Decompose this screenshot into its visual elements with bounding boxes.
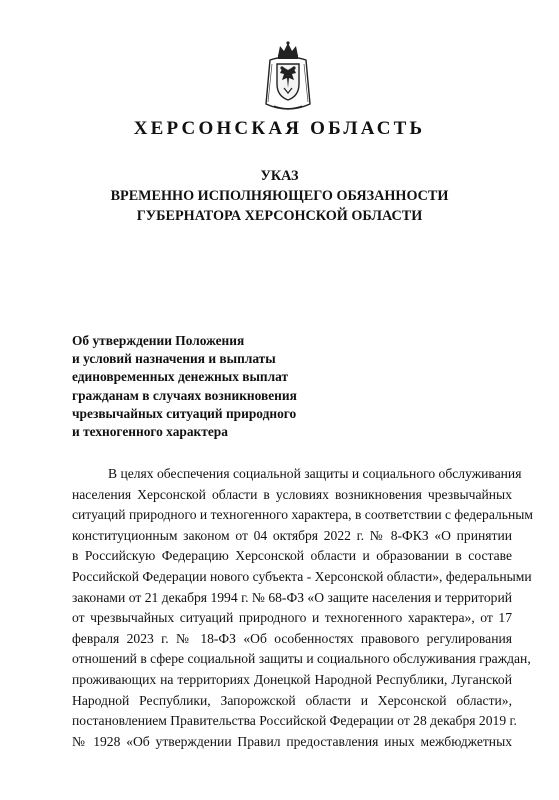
subject-line: чрезвычайных ситуаций природного: [72, 405, 297, 421]
body-line: ситуаций природного и техногенного характера, в соответствии с федеральным: [72, 507, 533, 523]
decree-title: [0, 166, 559, 226]
body-line: в Российскую Федерацию Херсонской области и образовании в составе: [72, 548, 512, 564]
body-line: постановлением Правительства Российской Федерации от 28 декабря 2019 г.: [72, 713, 517, 729]
body-line: Российской Федерации нового субъекта - Херсонской области», федеральными: [72, 568, 532, 584]
decree-body: [72, 464, 533, 752]
subject-line: и техногенного характера: [72, 424, 228, 440]
decree-subject: [72, 332, 372, 441]
subject-line: единовременных денежных выплат: [72, 369, 289, 385]
body-line: населения Херсонской области в условиях возникновения чрезвычайных: [72, 486, 512, 502]
body-line: законами от 21 декабря 1994 г. № 68-ФЗ «О защите населения и территорий: [72, 589, 512, 605]
body-line: В целях обеспечения социальной защиты и социального обслуживания: [108, 466, 522, 481]
decree-title-line: ГУБЕРНАТОРА ХЕРСОНСКОЙ ОБЛАСТИ: [136, 208, 423, 224]
body-line: конституционным законом от 04 октября 2022 г. № 8-ФКЗ «О принятии: [72, 527, 512, 543]
body-line: от чрезвычайных ситуаций природного и техногенного характера», от 17: [72, 610, 512, 626]
body-line: проживающих на территориях Донецкой Народной Республики, Луганской: [72, 671, 512, 687]
coat-of-arms-icon: [256, 40, 320, 116]
decree-title-line: УКАЗ: [260, 168, 299, 184]
subject-line: гражданам в случаях возникновения: [72, 387, 297, 403]
body-line: № 1928 «Об утверждении Правил предоставления иных межбюджетных: [72, 733, 512, 749]
subject-line: и условий назначения и выплаты: [72, 351, 276, 367]
body-line: Народной Республики, Запорожской области и Херсонской области»,: [72, 692, 512, 708]
region-title: ХЕРСОНСКАЯ ОБЛАСТЬ: [133, 118, 426, 139]
body-line: отношений в сфере социальной защиты и социального обслуживания граждан,: [72, 651, 531, 667]
subject-line: Об утверждении Положения: [72, 333, 245, 348]
decree-title-line: ВРЕМЕННО ИСПОЛНЯЮЩЕГО ОБЯЗАННОСТИ: [110, 188, 449, 204]
body-line: февраля 2023 г. № 18-ФЗ «Об особенностях правового регулирования: [72, 630, 512, 646]
